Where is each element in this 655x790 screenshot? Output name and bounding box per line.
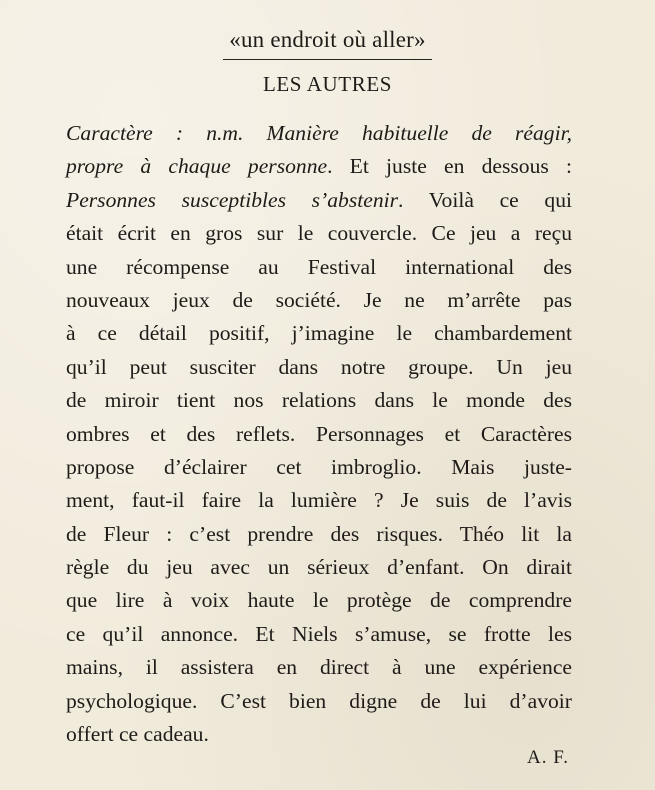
text-line (66, 484, 572, 517)
page-header (0, 26, 655, 60)
text-segment: à ce détail positif, j’imagine le chambardement (66, 321, 572, 346)
text-segment: une récompense au Festival international des (66, 254, 572, 279)
text-segment: de miroir tient nos relations dans le monde des (66, 388, 572, 413)
text-line (66, 651, 572, 684)
running-title: «un endroit où aller» (223, 26, 431, 60)
italic-segment: Personnes susceptibles s’abstenir (66, 187, 399, 212)
text-segment: que lire à voix haute le protège de comprendre (66, 588, 572, 613)
text-line (66, 384, 572, 417)
text-segment: qu’il peut susciter dans notre groupe. Un jeu (66, 354, 572, 379)
text-segment: mains, il assistera en direct à une expérience (66, 655, 572, 680)
text-segment: règle du jeu avec un sérieux d’enfant. On dirait (66, 555, 572, 580)
text-line (66, 117, 572, 150)
text-line (66, 217, 572, 250)
text-line (66, 150, 572, 183)
text-line (66, 284, 572, 317)
text-line (66, 551, 572, 584)
text-line (66, 351, 572, 384)
body-paragraph (66, 117, 572, 751)
text-line (66, 184, 572, 217)
italic-segment: Caractère : n.m. Manière habituelle de réagir, (66, 121, 572, 145)
text-segment: ombres et des reflets. Personnages et Caractères (66, 421, 572, 446)
text-segment: était écrit en gros sur le couvercle. Ce jeu a reçu (66, 221, 572, 246)
text-line (66, 317, 572, 350)
text-segment: propose d’éclairer cet imbroglio. Mais juste- (66, 454, 572, 479)
text-line (66, 251, 572, 284)
text-segment: . Voilà ce qui (398, 187, 573, 212)
text-line (66, 618, 572, 651)
text-line (66, 418, 572, 451)
text-line (66, 685, 572, 718)
text-line (66, 584, 572, 617)
italic-segment: propre à chaque personne (66, 154, 328, 179)
text-segment: ce qu’il annonce. Et Niels s’amuse, se frotte les (66, 621, 572, 646)
text-segment: nouveaux jeux de société. Je ne m’arrête pas (66, 287, 572, 312)
text-segment: ment, faut-il faire la lumière ? Je suis de l’avis (66, 488, 572, 513)
author-signature: A. F. (526, 747, 569, 768)
section-title: LES AUTRES (262, 72, 393, 96)
text-segment: de Fleur : c’est prendre des risques. Théo lit la (66, 521, 572, 546)
text-segment: . Et juste en dessous : (327, 154, 572, 179)
text-line (66, 718, 572, 751)
text-line (66, 451, 572, 484)
text-line (66, 518, 572, 551)
text-segment: psychologique. C’est bien digne de lui d’avoir (66, 688, 572, 713)
text-segment: offert ce cadeau. (66, 722, 209, 747)
